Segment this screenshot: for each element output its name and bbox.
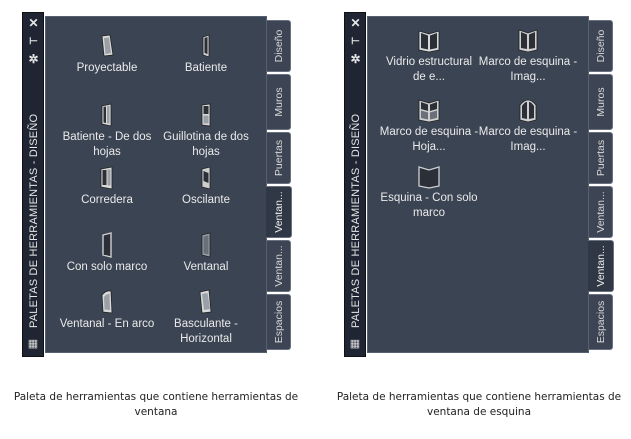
arched-window-icon xyxy=(92,289,122,315)
tool-arched[interactable]: Ventanal - En arco xyxy=(57,289,157,332)
tool-frame-only[interactable]: Con solo marco xyxy=(57,232,157,275)
double-hung-window-icon xyxy=(191,102,221,128)
tab-espacios[interactable]: Espacios xyxy=(267,294,291,350)
tool-projectable[interactable]: Proyectable xyxy=(57,33,157,76)
corner-frame-only-icon xyxy=(414,163,444,189)
hopper-window-icon xyxy=(191,289,221,315)
double-casement-window-icon xyxy=(92,102,122,128)
projecting-window-icon xyxy=(92,33,122,59)
tab-ventanas-esquina[interactable]: Ventan... xyxy=(588,240,614,292)
tool-corner-frame-image-2[interactable]: Marco de esquina - Imag... xyxy=(478,97,578,155)
sliding-window-icon xyxy=(92,165,122,191)
tab-muros[interactable]: Muros xyxy=(589,74,613,130)
palette-content xyxy=(45,16,267,353)
tab-ventanas-esquina[interactable]: Ventan... xyxy=(267,240,291,292)
palette-title: PALETAS DE HERRAMIENTAS - DISEÑO xyxy=(28,113,40,328)
palette-tabs xyxy=(267,16,292,353)
tool-double-hung[interactable]: Guillotina de dos hojas xyxy=(156,102,256,160)
pivot-window-icon xyxy=(191,165,221,191)
tab-ventanas[interactable]: Ventan... xyxy=(266,186,292,238)
palette-title: PALETAS DE HERRAMIENTAS - DISEÑO xyxy=(350,113,362,328)
tool-palette-windows xyxy=(22,12,297,357)
palette-content xyxy=(367,16,589,353)
corner-frame-image-2-icon xyxy=(513,97,543,123)
tool-hopper[interactable]: Basculante - Horizontal xyxy=(156,289,256,347)
palette-title-bar[interactable] xyxy=(22,12,44,357)
picture-window-icon xyxy=(191,232,221,258)
caption-corner-windows: Paleta de herramientas que contiene herramientas de ventana de esquina xyxy=(336,391,622,418)
corner-frame-image-icon xyxy=(513,27,543,53)
close-icon[interactable]: ✕ xyxy=(350,16,361,30)
caption-windows: Paleta de herramientas que contiene herramientas de ventana xyxy=(13,391,299,418)
palette-menu-icon[interactable]: ▦ xyxy=(349,338,361,350)
auto-hide-icon[interactable]: ⊢ xyxy=(29,36,38,47)
tool-pivot[interactable]: Oscilante xyxy=(156,165,256,208)
structural-glass-corner-icon xyxy=(414,27,444,53)
tab-diseno[interactable]: Diseño xyxy=(589,20,613,72)
corner-frame-sash-icon xyxy=(414,97,444,123)
tab-puertas[interactable]: Puertas xyxy=(267,132,291,184)
tool-corner-frame-only[interactable]: Esquina - Con solo marco xyxy=(379,163,479,221)
tab-ventanas[interactable]: Ventan... xyxy=(589,186,613,238)
auto-hide-icon[interactable]: ⊢ xyxy=(351,36,360,47)
tool-double-casement[interactable]: Batiente - De dos hojas xyxy=(57,102,157,160)
tool-picture[interactable]: Ventanal xyxy=(156,232,256,275)
tool-sliding[interactable]: Corredera xyxy=(57,165,157,208)
close-icon[interactable]: ✕ xyxy=(28,16,39,30)
tab-diseno[interactable]: Diseño xyxy=(267,20,291,72)
tool-palette-corner-windows xyxy=(344,12,619,357)
palette-title-bar[interactable] xyxy=(344,12,366,357)
tab-espacios[interactable]: Espacios xyxy=(589,294,613,350)
tab-muros[interactable]: Muros xyxy=(267,74,291,130)
casement-window-icon xyxy=(191,33,221,59)
tool-structural-glass[interactable]: Vidrio estructural de e... xyxy=(379,27,479,85)
tool-casement[interactable]: Batiente xyxy=(156,33,256,76)
tool-corner-frame-image[interactable]: Marco de esquina - Imag... xyxy=(478,27,578,85)
properties-gear-icon[interactable]: ✲ xyxy=(350,52,361,66)
tool-corner-frame-sash[interactable]: Marco de esquina - Hoja... xyxy=(379,97,479,155)
palette-tabs xyxy=(589,16,614,353)
palette-menu-icon[interactable]: ▦ xyxy=(27,338,39,350)
tab-puertas[interactable]: Puertas xyxy=(589,132,613,184)
properties-gear-icon[interactable]: ✲ xyxy=(28,52,39,66)
frame-only-window-icon xyxy=(92,232,122,258)
